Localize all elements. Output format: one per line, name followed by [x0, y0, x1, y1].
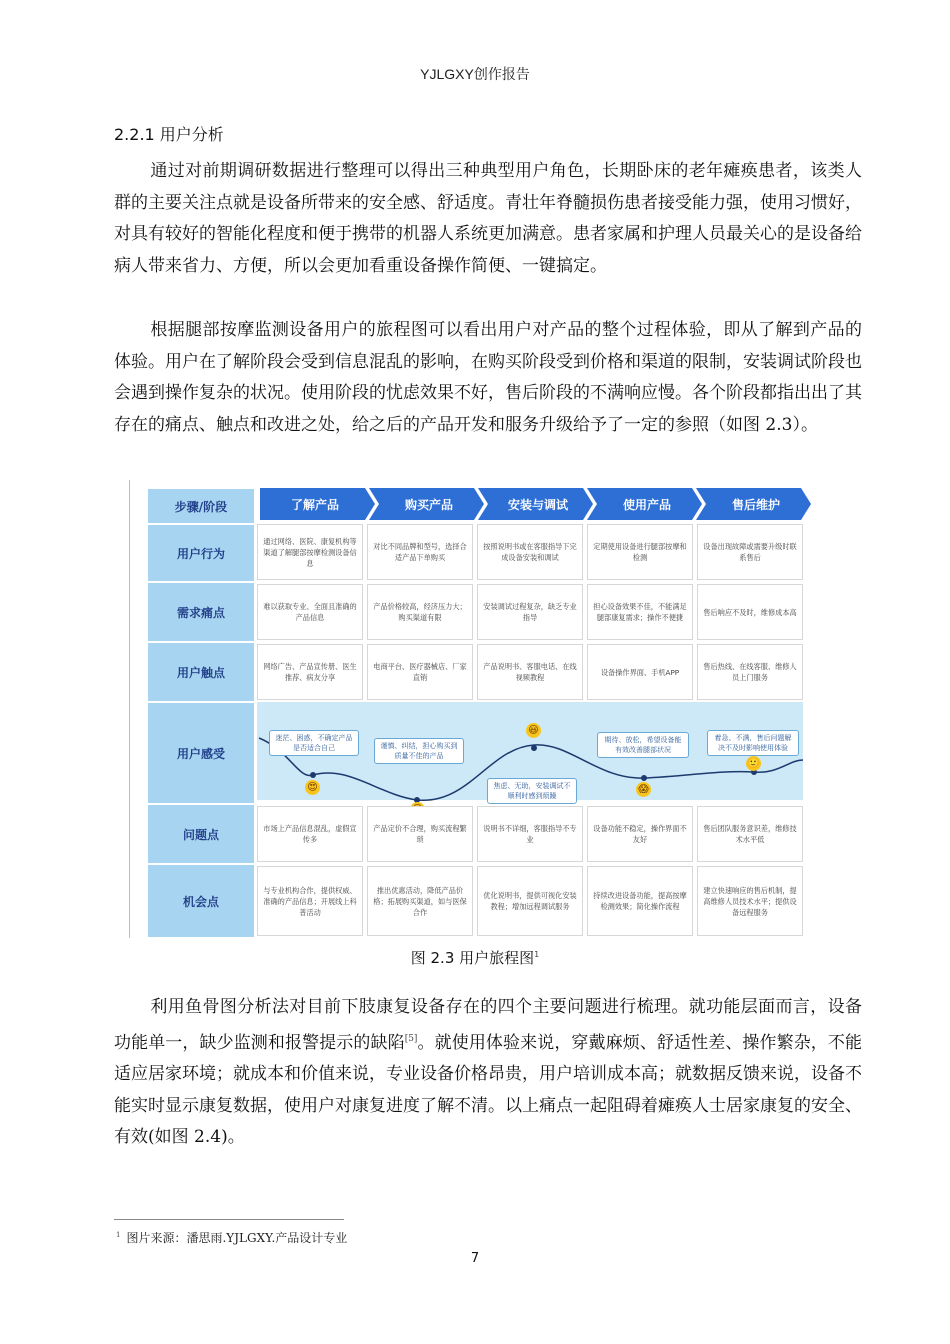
- cell-touch: 售后热线、在线客服、维修人员上门服务: [697, 644, 803, 700]
- caption-text: 图 2.3 用户旅程图: [410, 949, 535, 967]
- cell-pain: 售后响应不及时，维修成本高: [697, 584, 803, 640]
- cell-behavior: 设备出现故障或需要升级时联系售后: [697, 524, 803, 580]
- cell-behavior: 通过网络、医院、康复机构等渠道了解腿部按摩检测设备信息: [257, 524, 363, 580]
- footnote: [116, 1229, 347, 1246]
- cell-problem: 售后团队服务意识差，维修技术水平低: [697, 806, 803, 862]
- cell-opportunity: 与专业机构合作，提供权威、准确的产品信息；开展线上科普活动: [257, 866, 363, 936]
- paragraph-text: 通过对前期调研数据进行整理可以得出三种典型用户角色，长期卧床的老年瘫痪患者，该类人群的主要关注点就是设备所带来的安全感、舒适度。青壮年脊髓损伤患者接受能力强，使用习惯好，对具有较好的智能化程度和便于携带的机器人系统更加满意。患者家属和护理人员最关心的是设备给病人带来省力、方便，所以会更加看重设备操作简便、一键搞定。: [114, 161, 862, 276]
- feeling-bubble: 着急、不满，售后问题解决不及时影响使用体验: [707, 730, 799, 756]
- footnote-mark: 1: [116, 1231, 121, 1239]
- citation-ref: [5]: [404, 1033, 418, 1044]
- figure-caption: [0, 947, 950, 968]
- feeling-bubble: 焦虑、无助，安装调试不顺利时感到烦躁: [487, 778, 577, 804]
- smile-emoji-icon: 🙂: [747, 758, 760, 769]
- cell-pain: 产品价格较高，经济压力大；购买渠道有限: [367, 584, 473, 640]
- paragraph-text: 。就使用体验来说，穿戴麻烦、舒适性差、操作繁杂，不能适应居家环境；就成本和价值来说，专业设备价格昂贵，用户培训成本高；就数据反馈来说，设备不能实时显示康复数据，使用户对康复进度了解不清。以上痛点一起阻碍着瘫痪人士居家康复的安全、有效(如图 2.4)。: [114, 1032, 863, 1147]
- cell-touch: 网络广告、产品宣传册、医生推荐、病友分享: [257, 644, 363, 700]
- cell-problem: 说明书不详细，客服指导不专业: [477, 806, 583, 862]
- cell-problem: 市场上产品信息混乱，虚假宣传多: [257, 806, 363, 862]
- stage-label: 安装与调试: [507, 497, 568, 512]
- feeling-bubble: 期待、放松，希望设备能有效改善腿部状况: [597, 732, 689, 758]
- cell-behavior: 定期使用设备进行腿部按摩和检测: [587, 524, 693, 580]
- cell-problem: 设备功能不稳定，操作界面不友好: [587, 806, 693, 862]
- cell-pain: 担心设备效果不佳，不能满足腿部康复需求；操作不便捷: [587, 584, 693, 640]
- shocked-emoji-icon: 😱: [636, 782, 651, 797]
- user-journey-figure: [129, 480, 811, 938]
- page-number: 7: [470, 1251, 480, 1266]
- paragraph-user-roles: [114, 156, 862, 282]
- row-label-opportunity: 机会点: [147, 864, 255, 938]
- feeling-bubble: 谨慎、纠结，担心购买到质量不佳的产品: [374, 738, 464, 764]
- section-title: 2.2.1 用户分析: [114, 125, 224, 144]
- cell-opportunity: 建立快速响应的售后机制，提高维修人员技术水平；提供设备远程服务: [697, 866, 803, 936]
- paragraph-fishbone: [114, 992, 862, 1154]
- stage-label: 使用产品: [622, 497, 671, 512]
- footnote-text: 图片来源：潘思雨.YJLGXY.产品设计专业: [126, 1231, 348, 1245]
- caption-footnote-mark: 1: [534, 950, 540, 959]
- row-label-touch: 用户触点: [147, 642, 255, 702]
- emotion-point: [531, 745, 537, 751]
- corner-label: 步骤/阶段: [147, 488, 255, 524]
- love-emoji-icon: 😍: [305, 780, 320, 795]
- stage-label: 了解产品: [290, 497, 339, 512]
- happy-emoji-icon: 😃: [526, 723, 541, 738]
- cell-behavior: 按照说明书或在客服指导下完成设备安装和调试: [477, 524, 583, 580]
- cell-pain: 难以获取专业、全面且准确的产品信息: [257, 584, 363, 640]
- stage-label: 购买产品: [404, 497, 453, 512]
- cell-opportunity: 优化说明书，提供可视化安装教程；增加远程调试服务: [477, 866, 583, 936]
- paragraph-journey: [114, 315, 862, 441]
- emotion-point: [310, 772, 316, 778]
- cell-behavior: 对比不同品牌和型号，选择合适产品下单购买: [367, 524, 473, 580]
- footnote-divider: [114, 1219, 344, 1220]
- row-label-pain: 需求痛点: [147, 582, 255, 642]
- paragraph-text: 根据腿部按摩监测设备用户的旅程图可以看出用户对产品的整个过程体验，即从了解到产品的体验。用户在了解阶段会受到信息混乱的影响，在购买阶段受到价格和渠道的限制，安装调试阶段也会遇到操作复杂的状况。使用阶段的忧虑效果不好，售后阶段的不满响应慢。各个阶段都指出出了其存在的痛点、触点和改进之处，给之后的产品开发和服务升级给予了一定的参照（如图 2.3）。: [114, 320, 862, 435]
- cell-opportunity: 推出优惠活动，降低产品价格；拓展购买渠道，如与医保合作: [367, 866, 473, 936]
- cell-touch: 电商平台、医疗器械店、厂家直销: [367, 644, 473, 700]
- cell-touch: 设备操作界面、手机APP: [587, 644, 693, 700]
- emotion-point: [641, 775, 647, 781]
- cell-opportunity: 持续改进设备功能，提高按摩检测效果；简化操作流程: [587, 866, 693, 936]
- feeling-bubble: 迷茫、困惑，不确定产品是否适合自己: [269, 730, 359, 756]
- cell-pain: 安装调试过程复杂，缺乏专业指导: [477, 584, 583, 640]
- row-label-behavior: 用户行为: [147, 524, 255, 582]
- page-header: YJLGXY创作报告: [420, 66, 530, 82]
- row-label-feeling: 用户感受: [147, 702, 255, 804]
- cell-touch: 产品说明书、客服电话、在线视频教程: [477, 644, 583, 700]
- row-label-problem: 问题点: [147, 804, 255, 864]
- stage-label: 售后维护: [731, 497, 780, 512]
- paragraph-text: 利用鱼骨图分析法对目前下肢康复设备存在的四个主要问题进行梳理。就功能层面而言，设备功能单一，缺少监测和报警提示的缺陷: [114, 997, 862, 1053]
- cell-problem: 产品定价不合理，购买流程繁琐: [367, 806, 473, 862]
